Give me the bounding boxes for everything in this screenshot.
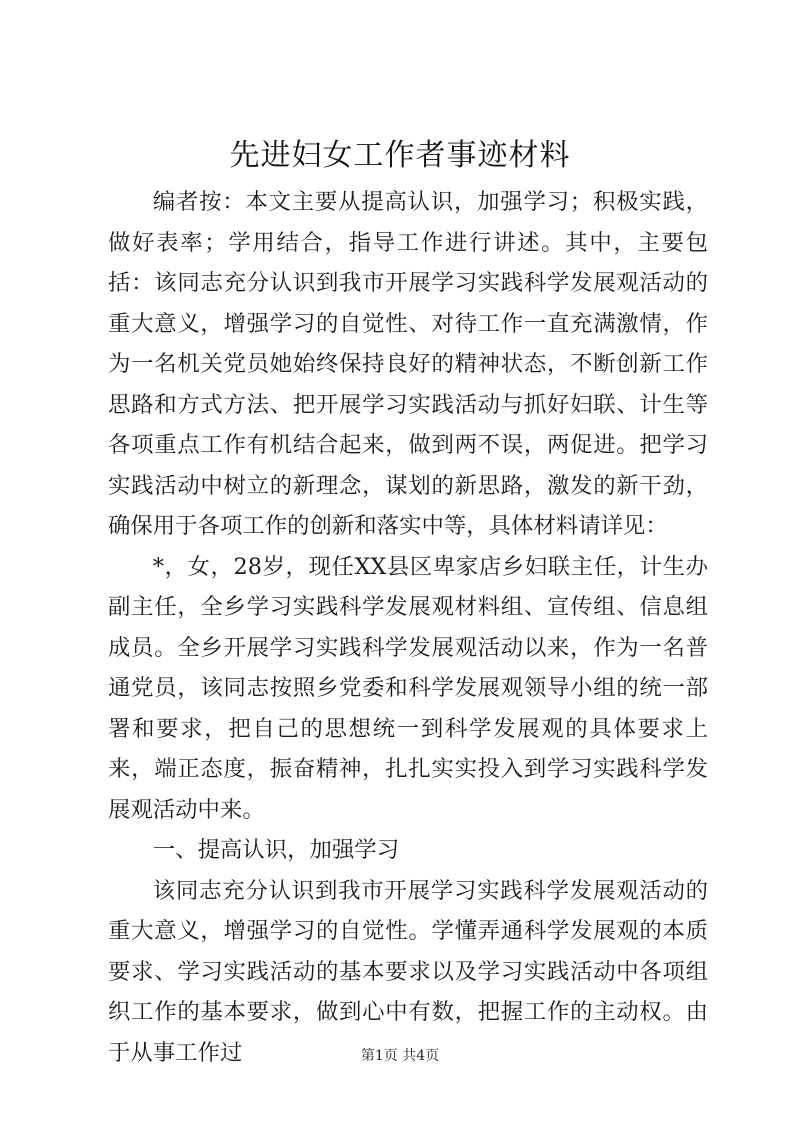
section-heading-1: 一、提高认识，加强学习 (152, 837, 400, 863)
paragraph-editor-note: 编者按：本文主要从提高认识，加强学习；积极实践，做好表率；学用结合，指导工作进行讲述。其中，主要包括：该同志充分认识到我市开展学习实践科学发展观活动的重大意义，增强学习的自觉性、对待工作一直充满激情，作为一名机关党员她始终保持良好的精神状态，不断创新工作思路和方式方法、把开展学习实践活动与抓好妇联、计生等各项重点工作有机结合起来，做到两不误，两促进。把学习实践活动中树立的新理念，谋划的新思路，激发的新干劲，确保用于各项工作的创新和落实中等，具体材料请详见： (108, 189, 708, 539)
document-body (108, 182, 708, 1073)
document-title: 先进妇女工作者事迹材料 (229, 138, 571, 173)
page-number-footer: 第1页 共4页 (360, 1048, 440, 1064)
paragraph-profile: *，女，28岁，现任XX县区卑家店乡妇联主任，计生办副主任，全乡学习实践科学发展观材料组、宣传组、信息组成员。全乡开展学习实践科学发展观活动以来，作为一名普通党员，该同志按照乡党委和科学发展观领导小组的统一部署和要求，把自己的思想统一到科学发展观的具体要求上来，端正态度，振奋精神，扎扎实实投入到学习实践科学发展观活动中来。 (108, 553, 708, 823)
paragraph-section-1: 该同志充分认识到我市开展学习实践科学发展观活动的重大意义，增强学习的自觉性。学懂弄通科学发展观的本质要求、学习实践活动的基本要求以及学习实践活动中各项组织工作的基本要求，做到心中有数，把握工作的主动权。由于从事工作过 (108, 877, 708, 1066)
